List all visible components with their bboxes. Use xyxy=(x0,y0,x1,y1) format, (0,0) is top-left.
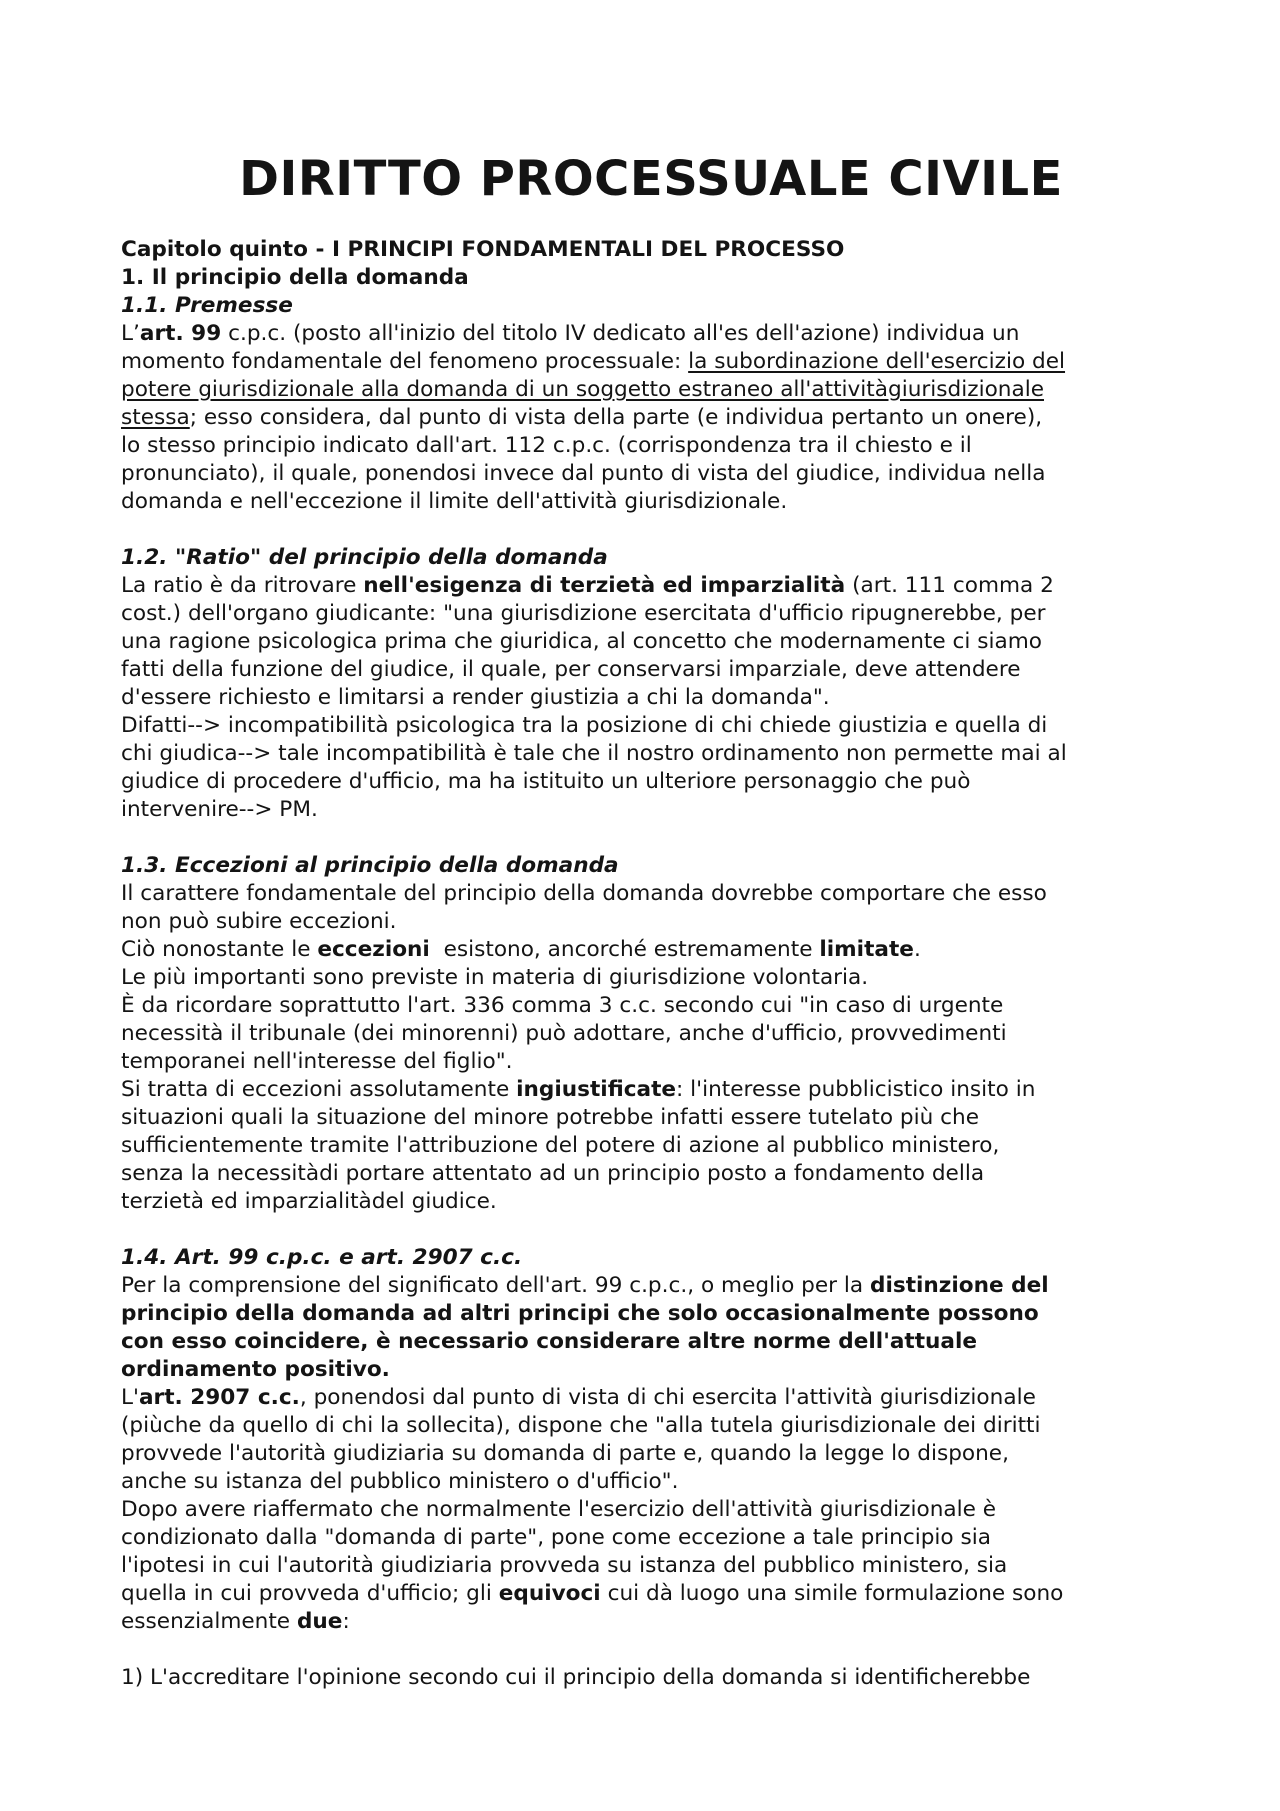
paragraph-line: fatti della funzione del giudice, il quale, per conservarsi imparziale, deve attendere xyxy=(121,657,1021,682)
section-heading: 1. Il principio della domanda xyxy=(121,265,469,290)
paragraph-line xyxy=(121,1328,1181,1356)
paragraph-line: (piùche da quello di chi la sollecita), dispone che "alla tutela giurisdizionale dei diritti xyxy=(121,1413,1041,1438)
paragraph-line: Per la comprensione del significato dell'art. 99 c.p.c., o meglio per la distinzione del xyxy=(121,1273,1049,1298)
paragraph-line: Si tratta di eccezioni assolutamente ingiustificate: l'interesse pubblicistico insito in xyxy=(121,1077,1036,1102)
chapter-heading: Capitolo quinto - I PRINCIPI FONDAMENTALI DEL PROCESSO xyxy=(121,237,845,262)
paragraph-line: temporanei nell'interesse del figlio". xyxy=(121,1049,513,1074)
bold-text: eccezioni xyxy=(317,937,430,962)
paragraph-line: terzietà ed imparzialitàdel giudice. xyxy=(121,1189,497,1214)
paragraph-line xyxy=(121,1300,1181,1328)
paragraph-line: Ciò nonostante le eccezioni esistono, ancorché estremamente limitate. xyxy=(121,937,921,962)
paragraph-line: quella in cui provveda d'ufficio; gli equivoci cui dà luogo una simile formulazione sono xyxy=(121,1581,1064,1606)
blank-line xyxy=(121,516,1181,544)
paragraph-line: È da ricordare soprattutto l'art. 336 comma 3 c.c. secondo cui "in caso di urgente xyxy=(121,993,1004,1018)
bold-text: equivoci xyxy=(498,1581,601,1606)
bold-text: principio della domanda ad altri principi che solo occasionalmente possono xyxy=(121,1301,1039,1326)
subsection-heading-1-3: 1.3. Eccezioni al principio della domanda xyxy=(121,853,619,878)
paragraph-line: chi giudica--> tale incompatibilità è tale che il nostro ordinamento non permette mai al xyxy=(121,741,1067,766)
paragraph-line: provvede l'autorità giudiziaria su domanda di parte e, quando la legge lo dispone, xyxy=(121,1441,1009,1466)
paragraph-line: anche su istanza del pubblico ministero o d'ufficio". xyxy=(121,1469,679,1494)
bold-text: ordinamento positivo. xyxy=(121,1357,390,1382)
paragraph-line: situazioni quali la situazione del minore potrebbe infatti essere tutelato più che xyxy=(121,1105,980,1130)
blank-line xyxy=(121,1636,1181,1664)
paragraph-line: giudice di procedere d'ufficio, ma ha istituito un ulteriore personaggio che può xyxy=(121,769,971,794)
paragraph-line: domanda e nell'eccezione il limite dell'attività giurisdizionale. xyxy=(121,489,788,514)
paragraph-line: Il carattere fondamentale del principio della domanda dovrebbe comportare che esso xyxy=(121,881,1047,906)
paragraph-line: pronunciato), il quale, ponendosi invece dal punto di vista del giudice, individua nella xyxy=(121,461,1046,486)
paragraph-line: non può subire eccezioni. xyxy=(121,909,397,934)
underlined-text: potere giurisdizionale alla domanda di un soggetto estraneo all'attivitàgiurisdizionale xyxy=(121,377,1044,402)
document-title: DIRITTO PROCESSUALE CIVILE xyxy=(239,151,1063,207)
subsection-heading-1-4: 1.4. Art. 99 c.p.c. e art. 2907 c.c. xyxy=(121,1245,523,1270)
blank-line xyxy=(121,1216,1181,1244)
paragraph-line: senza la necessitàdi portare attentato ad un principio posto a fondamento della xyxy=(121,1161,985,1186)
paragraph-line: La ratio è da ritrovare nell'esigenza di terzietà ed imparzialità (art. 111 comma 2 xyxy=(121,573,1054,598)
paragraph-line: una ragione psicologica prima che giuridica, al concetto che modernamente ci siamo xyxy=(121,629,1042,654)
paragraph-line: stessa; esso considera, dal punto di vista della parte (e individua pertanto un onere), xyxy=(121,405,1043,430)
paragraph-line: l'ipotesi in cui l'autorità giudiziaria provveda su istanza del pubblico ministero, sia xyxy=(121,1553,1008,1578)
bold-text: due xyxy=(296,1609,343,1634)
underlined-text: la subordinazione dell'esercizio del xyxy=(688,349,1066,374)
paragraph-line: sufficientemente tramite l'attribuzione del potere di azione al pubblico ministero, xyxy=(121,1133,1000,1158)
paragraph-line: d'essere richiesto e limitarsi a render giustizia a chi la domanda". xyxy=(121,685,830,710)
paragraph-line: L'art. 2907 c.c., ponendosi dal punto di vista di chi esercita l'attività giurisdizionale xyxy=(121,1385,1036,1410)
bold-text: art. 99 xyxy=(139,321,222,346)
paragraph-line: cost.) dell'organo giudicante: "una giurisdizione esercitata d'ufficio ripugnerebbe, per xyxy=(121,601,1046,626)
subsection-heading-1-2: 1.2. "Ratio" del principio della domanda xyxy=(121,545,608,570)
paragraph-line: intervenire--> PM. xyxy=(121,797,318,822)
paragraph-line: Le più importanti sono previste in materia di giurisdizione volontaria. xyxy=(121,965,869,990)
paragraph-line xyxy=(121,1356,1181,1384)
subsection-heading-1-1: 1.1. Premesse xyxy=(121,293,293,318)
paragraph-line: Difatti--> incompatibilità psicologica tra la posizione di chi chiede giustizia e quella di xyxy=(121,713,1048,738)
bold-text: nell'esigenza di terzietà ed imparzialità xyxy=(363,573,846,598)
paragraph-line: essenzialmente due: xyxy=(121,1609,350,1634)
paragraph-line: condizionato dalla "domanda di parte", pone come eccezione a tale principio sia xyxy=(121,1525,991,1550)
bold-text: con esso coincidere, è necessario considerare altre norme dell'attuale xyxy=(121,1329,978,1354)
paragraph-line: L’art. 99 c.p.c. (posto all'inizio del titolo IV dedicato all'es dell'azione) individua un xyxy=(121,321,1020,346)
bold-text: limitate xyxy=(819,937,914,962)
paragraph-line xyxy=(121,376,1181,404)
paragraph-line: momento fondamentale del fenomeno processuale: la subordinazione dell'esercizio del xyxy=(121,349,1066,374)
blank-line xyxy=(121,824,1181,852)
bold-text: art. 2907 c.c. xyxy=(138,1385,300,1410)
paragraph-line: Dopo avere riaffermato che normalmente l'esercizio dell'attività giurisdizionale è xyxy=(121,1497,997,1522)
underlined-text: stessa xyxy=(121,405,190,430)
bold-text: ingiustificate xyxy=(516,1077,677,1102)
paragraph-line: 1) L'accreditare l'opinione secondo cui il principio della domanda si identificherebbe xyxy=(121,1665,1031,1690)
paragraph-line: lo stesso principio indicato dall'art. 112 c.p.c. (corrispondenza tra il chiesto e il xyxy=(121,433,972,458)
paragraph-line: necessità il tribunale (dei minorenni) può adottare, anche d'ufficio, provvedimenti xyxy=(121,1021,1007,1046)
bold-text: distinzione del xyxy=(869,1273,1049,1298)
document-page xyxy=(121,148,1181,1692)
